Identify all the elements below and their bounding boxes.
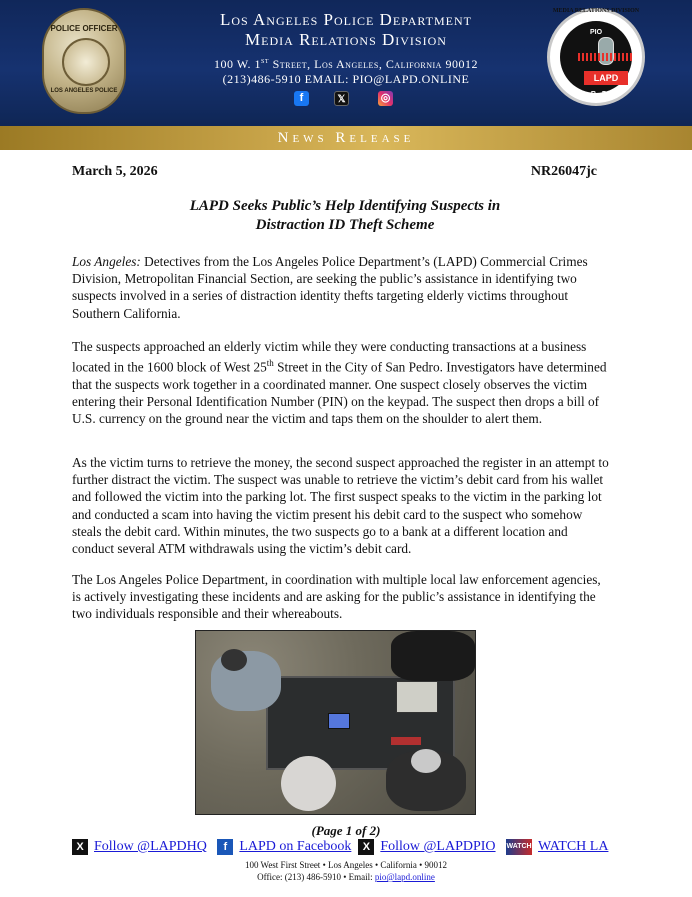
seal-mrd-text: MRD [579, 91, 613, 98]
paragraph-2-text-b: Street in the City of San Pedro. Investigators have determined that the suspects work together in a coordinated manner. One suspect closely observes the victim entering their Personal Identification Number (PIN) on the keypad. The suspect then drops a bill of U.S. currency on the ground near the victim and taps them on the shoulder to alert them. [72, 359, 607, 427]
office-phone: Office: (213) 486-5910 [257, 872, 341, 882]
department-contact: (213)486-5910 EMAIL: PIO@LAPD.ONLINE [222, 72, 470, 86]
instagram-icon[interactable]: ◎ [378, 91, 393, 106]
body-paragraph-2 [72, 338, 612, 427]
email-link[interactable]: pio@lapd.online [374, 872, 435, 882]
bullet: • [419, 860, 423, 870]
address-street: 100 West First Street [244, 860, 321, 870]
bullet: • [322, 860, 326, 870]
photo-card-reader [328, 713, 350, 729]
surveillance-photo [195, 630, 476, 815]
address-zip: 90012 [424, 860, 448, 870]
lapd-facebook-link[interactable]: LAPD on Facebook [239, 839, 352, 855]
bullet: • [343, 872, 347, 882]
x-twitter-icon: X [358, 839, 374, 855]
facebook-icon: f [217, 839, 233, 855]
news-release-band [0, 126, 692, 150]
footer-address [0, 859, 692, 883]
address-post: Street, Los Angeles, California 90012 [269, 57, 478, 71]
address-city: Los Angeles [327, 860, 373, 870]
address-pre: 100 W. 1 [214, 57, 262, 71]
letterhead [0, 0, 692, 126]
headline-line-2: Distraction ID Theft Scheme [255, 217, 435, 233]
badge-top-text: POLICE OFFICER [50, 24, 118, 33]
page-number: (Page 1 of 2) [311, 823, 381, 838]
x-twitter-icon[interactable]: 𝕏 [334, 91, 349, 106]
badge-seal-ring [62, 38, 110, 86]
division-name: Media Relations Division [245, 30, 447, 49]
release-number: NR26047jc [530, 164, 597, 179]
paragraph-1-text: Detectives from the Los Angeles Police Department’s (LAPD) Commercial Crimes Division, Metropolitan Financial Section, are seeking the public’s assistance in identifying two suspects involved in a series of distraction identity thefts targeting elderly victims throughout Southern California. [72, 254, 588, 321]
footer-address-line [0, 859, 692, 871]
sound-wave-icon [578, 53, 634, 61]
department-name: Los Angeles Police Department [219, 10, 473, 29]
facebook-icon[interactable]: f [294, 91, 309, 106]
body-paragraph-3: As the victim turns to retrieve the money, the second suspect approached the register in an attempt to further distract the victim. The suspect was unable to retrieve the victim’s debit card from his wallet and followed the victim into the parking lot. The first suspect speaks to the victim in the parking lot and conducted a scam into having the victim present his debit card to the suspect who somehow steals the debit card. Within minutes, the two suspects go to a bank at a different location and conduct several ATM withdrawals using the victim’s debit card. [72, 455, 609, 557]
body-paragraph-1 [72, 253, 612, 322]
seal-pio-text: PIO [589, 29, 603, 36]
badge-bottom-text: LOS ANGELES POLICE [50, 88, 118, 94]
address-sup: st [261, 55, 270, 65]
bullet: • [374, 860, 379, 870]
photo-register [396, 681, 438, 713]
x-twitter-icon: X [72, 839, 88, 855]
photo-suspect-2-head [411, 749, 441, 773]
photo-item [391, 737, 421, 745]
paragraph-2-sup: th [266, 358, 274, 369]
footer-contact-line [0, 871, 692, 883]
email-label: Email: [348, 872, 375, 882]
follow-lapdpio-link[interactable]: Follow @LAPDPIO [380, 839, 496, 855]
address-state: California [380, 860, 417, 870]
dateline: Los Angeles: [72, 254, 141, 269]
police-badge-logo [42, 8, 126, 114]
watch-la-link[interactable]: WATCH LA [538, 839, 609, 855]
media-relations-seal-logo [547, 8, 645, 106]
department-address [150, 52, 542, 72]
photo-victim [281, 756, 336, 811]
follow-lapdhq-link[interactable]: Follow @LAPDHQ [94, 839, 207, 855]
seal-inner [560, 21, 632, 98]
headline [100, 197, 590, 235]
seal-arc-text: MEDIA RELATIONS DIVISION [552, 8, 640, 14]
watch-la-icon: WATCH [506, 839, 532, 855]
photo-clerk [391, 631, 475, 681]
body-paragraph-4: The Los Angeles Police Department, in coordination with multiple local law enforcement agencies, is actively investigating these incidents and are asking for the public’s assistance in identifying the two individuals responsible and their whereabouts. [72, 572, 601, 622]
headline-line-1: LAPD Seeks Public’s Help Identifying Suspects in [189, 198, 501, 214]
letterhead-text [150, 10, 542, 87]
paragraph-2-text-a: The suspects approached an elderly victim while they were conducting transactions at a business located in the 1600 block of West 25 [72, 339, 587, 375]
footer-social-links [72, 839, 608, 859]
release-date: March 5, 2026 [72, 164, 158, 179]
seal-lapd-text: LAPD [584, 71, 628, 85]
photo-suspect-1-head [221, 649, 247, 671]
news-release-label: News Release [277, 130, 415, 146]
